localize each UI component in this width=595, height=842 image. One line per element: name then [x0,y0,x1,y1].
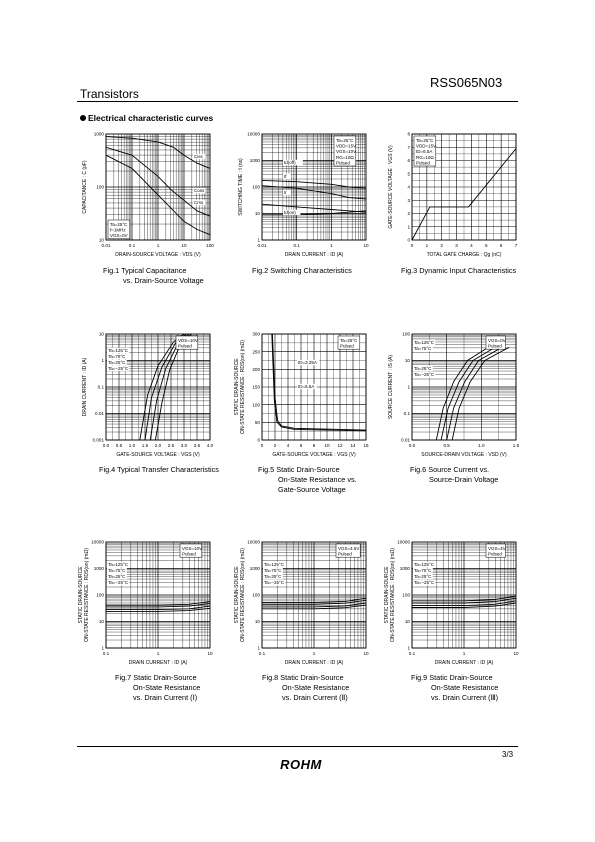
legend-text: Pulsed [340,343,354,349]
legend-text: VGS=0V [110,233,128,239]
legend-text: Pulsed [416,160,430,166]
y-tick-label: 1 [407,224,410,230]
curve-label: Ta=−25°C [264,580,285,585]
y-tick-label: 5 [407,171,410,177]
caption-line: Fig.6 Source Current vs. [410,465,490,474]
curve-label: Ta=25°C [108,574,126,579]
y-axis-title: ON-STATE RESISTANCE : RDS(on) (mΩ) [240,340,246,434]
header-divider [77,101,518,102]
x-axis-title: DRAIN CURRENT : ID (A) [284,252,344,258]
curve-label: Ta=−25°C [414,580,435,585]
caption-line: vs. Drain Current (Ⅱ) [282,693,348,702]
caption-line: Fig.4 Typical Transfer Characteristics [99,465,219,474]
curve-label: ID=6.5A [298,384,315,389]
caption-line: On-State Resistance [431,683,499,692]
legend-text: Ta=25°C [336,138,354,143]
y-tick-label: 0.01 [401,437,410,443]
x-tick-label: 0.1 [408,651,416,656]
caption-fig4 [99,465,219,475]
curve-label: Ta=75°C [264,568,282,573]
caption-fig9 [411,673,498,703]
curve-label: Ta=125°C [108,348,128,353]
caption-line: On-State Resistance [133,683,201,692]
section-title [80,113,213,123]
svg-text:ROHM: ROHM [280,757,322,772]
legend-text: RG=10Ω [416,154,434,160]
y-tick-label: 100 [96,184,104,190]
bullet-icon [80,115,86,121]
x-tick-label: 10 [324,443,330,448]
x-tick-label: 10 [363,243,369,248]
y-axis-title: CAPACITANCE : C (pF) [82,160,88,214]
y-tick-label: 1000 [249,158,260,164]
x-tick-label: 1 [462,651,466,656]
legend-text: Pulsed [178,343,192,349]
rohm-logo [276,756,326,772]
y-axis-title: DRAIN CURRENT : ID (A) [82,357,88,417]
curve-label: Ta=125°C [108,562,128,567]
x-axis-title: GATE-SOURCE VOLTAGE : VGS (V) [116,452,200,458]
x-tick-label: 12 [337,443,343,448]
y-tick-label: 4 [407,184,410,190]
x-tick-label: 2 [273,443,277,448]
figure-8-rds-vs-id-2 [228,536,378,670]
y-axis-title: ON-STATE RESISTANCE : RDS(on) (mΩ) [390,548,396,642]
x-axis-title: DRAIN-SOURCE VOLTAGE : VDS (V) [115,252,201,258]
y-tick-label: 6 [407,158,410,164]
caption-fig8 [262,673,349,703]
x-tick-label: 2.5 [167,443,175,448]
x-tick-label: 1.5 [512,443,520,448]
y-tick-label: 100 [252,184,260,190]
x-tick-label: 0.0 [408,443,416,448]
footer-divider [77,746,518,747]
y-tick-label: 0 [257,437,260,443]
legend-text: VDD=15V [336,143,357,149]
y-tick-label: 10 [98,237,104,243]
y-tick-label: 2 [407,211,410,217]
y-tick-label: 300 [252,331,260,337]
y-tick-label: 10 [404,358,410,364]
x-tick-label: 7 [514,243,518,248]
x-tick-label: 0.5 [115,443,123,448]
figure-7-rds-vs-id-1 [72,536,222,670]
y-tick-label: 1000 [249,566,260,572]
figure-4-transfer [72,328,222,462]
curve-label: Ta=25°C [264,574,282,579]
curve-label: Ta=25°C [108,360,126,365]
curve-label: Ta=75°C [108,354,126,359]
caption-line: Fig.2 Switching Characteristics [252,266,352,275]
caption-line: Fig.1 Typical Capacitance [103,266,187,275]
x-tick-label: 0.1 [128,243,136,248]
x-axis-title: DRAIN CURRENT : ID (A) [284,660,344,666]
x-tick-label: 1.0 [478,443,485,448]
category-title: Transistors [80,87,139,101]
x-tick-label: 16 [363,443,369,448]
x-tick-label: 0.1 [293,243,300,248]
legend-text: Pulsed [488,343,502,349]
curve-label: Crss [194,200,204,205]
caption-fig7 [115,673,200,703]
legend-text: VGS=4.5V [338,546,360,551]
y-tick-label: 0 [407,237,410,243]
legend-text: Ta=25°C [340,338,358,343]
x-axis-title: DRAIN CURRENT : ID (A) [128,660,188,666]
caption-fig6 [410,465,498,485]
y-tick-label: 10 [254,619,260,625]
figure-3-dynamic-input [378,128,528,262]
caption-line: Fig.5 Static Drain-Source [258,465,340,474]
y-tick-label: 10 [98,619,104,625]
legend-text: Pulsed [336,160,350,166]
y-axis-title: SWITCHING TIME : t (ns) [238,158,244,216]
caption-line: vs. Drain-Source Voltage [123,276,204,285]
x-tick-label: 2 [440,243,443,248]
x-tick-label: 4.0 [206,443,214,448]
x-tick-label: 1 [312,651,316,656]
curve-label: ID=3.25A [298,360,317,365]
y-tick-label: 1 [257,645,260,651]
data-curve [452,347,509,440]
legend-text: Pulsed [488,551,502,557]
x-tick-label: 0.1 [102,651,110,656]
y-tick-label: 50 [254,419,260,425]
y-tick-label: 8 [407,131,410,137]
y-tick-label: 200 [252,366,260,372]
legend-text: RG=10Ω [336,154,354,160]
y-tick-label: 10 [404,619,410,625]
curve-label: Ta=25°C [414,366,432,371]
x-axis-title: DRAIN CURRENT : ID (A) [434,660,494,666]
curve-label: tr [284,190,287,195]
caption-line: Fig.7 Static Drain-Source [115,673,197,682]
x-tick-label: 10 [513,651,519,656]
caption-line: Source-Drain Voltage [429,475,499,484]
caption-fig5 [258,465,357,495]
y-tick-label: 10000 [247,539,260,545]
caption-line: vs. Drain Current (Ⅰ) [133,693,198,702]
y-tick-label: 100 [402,331,410,337]
y-tick-label: 10000 [91,539,104,545]
y-axis-title: ON-STATE RESISTANCE : RDS(on) (mΩ) [240,548,246,642]
y-tick-label: 1000 [399,566,410,572]
legend-text: VGS=4V [488,546,506,551]
curve-label: Ta=−25°C [414,372,435,377]
y-tick-label: 1 [101,358,104,364]
x-tick-label: 6 [299,443,303,448]
legend-text: Ta=25°C [110,222,128,227]
y-tick-label: 1000 [93,566,104,572]
legend-text: VGS=0V [488,338,506,343]
x-tick-label: 0 [260,443,264,448]
legend-text: Pulsed [338,551,352,557]
x-tick-label: 8 [312,443,316,448]
x-tick-label: 0.1 [258,651,266,656]
y-tick-label: 1 [407,384,410,390]
y-tick-label: 1 [101,645,104,651]
legend-text: Ta=25°C [416,138,434,143]
y-tick-label: 0.1 [97,384,104,390]
curve-label: Ta=−25°C [108,366,129,371]
y-tick-label: 1 [407,645,410,651]
x-tick-label: 1.0 [128,443,136,448]
part-number: RSS065N03 [430,75,503,90]
page-number: 3/3 [502,750,514,759]
y-axis-title: STATIC DRAIN-SOURCE [234,358,240,416]
x-tick-label: 1 [156,243,160,248]
y-tick-label: 0.1 [403,411,410,417]
y-tick-label: 10 [98,331,104,337]
y-axis-title: SOURCE CURRENT : IS (A) [388,354,394,420]
caption-line: Fig.3 Dynamic Input Characteristics [401,266,517,275]
curve-label: Ciss [194,154,203,159]
y-axis-title: STATIC DRAIN-SOURCE [78,566,84,624]
curve-label: Ta=75°C [414,568,432,573]
x-tick-label: 6 [499,243,503,248]
y-tick-label: 0.01 [95,411,104,417]
legend-text: VGS=10V [182,546,203,551]
y-tick-label: 0.001 [92,437,104,443]
caption-line: vs. Drain Current (Ⅲ) [431,693,499,702]
x-tick-label: 3 [455,243,458,248]
y-axis-title: STATIC DRAIN-SOURCE [384,566,390,624]
curve-label: td(off) [284,160,296,165]
y-tick-label: 1 [257,237,260,243]
x-tick-label: 0 [410,243,414,248]
y-tick-label: 250 [252,349,260,355]
figure-2-switching [228,128,378,262]
legend-text: VGS=10V [336,149,357,155]
x-tick-label: 0.01 [257,243,267,248]
caption-line: On-State Resistance vs. [278,475,357,484]
y-axis-title: ON-STATE RESISTANCE : RDS(on) (mΩ) [84,548,90,642]
curve-label: Ta=125°C [414,340,434,345]
caption-fig1 [103,266,204,286]
curve-label: Ta=75°C [414,346,432,351]
x-axis-title: TOTAL GATE CHARGE : Qg (nC) [426,252,502,258]
data-curve [262,211,366,215]
x-axis-title: SOURCE-DRAIN VOLTAGE : VSD (V) [421,452,507,458]
curve-label: Ta=−25°C [108,580,129,585]
x-tick-label: 4 [470,243,473,248]
legend-text: VDD=15V [416,143,437,149]
x-tick-label: 1.5 [141,443,149,448]
caption-fig3 [401,266,516,276]
data-curve [262,186,366,199]
x-tick-label: 0.01 [101,243,111,248]
figure-1-capacitance [72,128,222,262]
curve-label: Coss [194,188,205,193]
y-tick-label: 7 [407,144,410,150]
caption-line: Fig.8 Static Drain-Source [262,673,344,682]
x-tick-label: 3.5 [193,443,201,448]
y-tick-label: 1000 [93,131,104,137]
legend-text: f=1MHz [110,227,126,233]
x-tick-label: 1 [330,243,333,248]
section-title-text: Electrical characteristic curves [88,113,214,123]
figure-6-source-current [378,328,528,462]
y-axis-title: GATE-SOURCE VOLTAGE : VGS (V) [388,145,394,229]
y-tick-label: 100 [96,592,104,598]
legend-text: Pulsed [182,551,196,557]
curve-label: Ta=25°C [414,574,432,579]
legend-text: ID=6.5A [416,149,433,155]
caption-line: Fig.9 Static Drain-Source [411,673,493,682]
x-tick-label: 3.0 [180,443,188,448]
y-tick-label: 10000 [397,539,410,545]
figure-9-rds-vs-id-3 [378,536,528,670]
x-tick-label: 2.0 [154,443,162,448]
x-tick-label: 4 [286,443,290,448]
legend-text: VDS=10V [178,338,198,343]
x-tick-label: 100 [206,243,214,248]
x-tick-label: 10 [181,243,187,248]
x-tick-label: 0.5 [443,443,450,448]
y-tick-label: 150 [252,384,260,390]
curve-label: Ta=125°C [264,562,284,567]
y-tick-label: 3 [407,197,410,203]
x-tick-label: 14 [350,443,356,448]
x-tick-label: 1 [425,243,429,248]
curve-label: tf [284,174,287,179]
figure-5-rds-vs-vgs [228,328,378,462]
y-axis-title: STATIC DRAIN-SOURCE [234,566,240,624]
y-tick-label: 10 [254,211,260,217]
curve-label: td(on) [284,210,296,215]
x-tick-label: 0.0 [102,443,110,448]
x-tick-label: 10 [363,651,369,656]
x-tick-label: 10 [207,651,213,656]
y-tick-label: 10000 [247,131,260,137]
x-tick-label: 5 [485,243,488,248]
curve-label: Ta=125°C [414,562,434,567]
caption-line: On-State Resistance [282,683,350,692]
y-tick-label: 100 [402,592,410,598]
y-tick-label: 100 [252,592,260,598]
curve-label: Ta=75°C [108,568,126,573]
caption-line: Gate-Source Voltage [278,485,346,494]
caption-fig2 [252,266,352,276]
y-tick-label: 100 [252,402,260,408]
x-tick-label: 1 [156,651,160,656]
x-axis-title: GATE-SOURCE VOLTAGE : VGS (V) [272,452,356,458]
